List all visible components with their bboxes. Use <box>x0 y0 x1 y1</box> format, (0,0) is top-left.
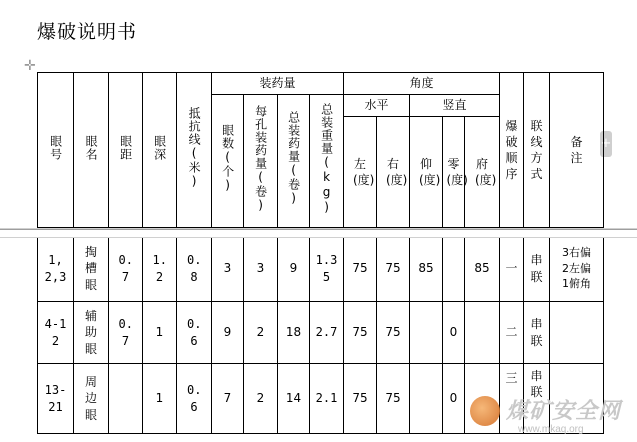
header-right: 右(度) <box>377 117 410 228</box>
cell-eye-depth: 1 <box>143 364 177 434</box>
cell-eye-count: 9 <box>212 302 244 364</box>
cell-weight: 2.7 <box>310 302 344 364</box>
cell-right: 75 <box>377 302 410 364</box>
cell-right: 75 <box>377 236 410 302</box>
cell-elevation <box>410 302 443 364</box>
cell-total: 9 <box>278 236 310 302</box>
cell-right: 75 <box>377 364 410 434</box>
site-watermark <box>468 392 633 440</box>
cell-left: 75 <box>344 364 377 434</box>
header-eye-spacing: 眼距 <box>109 73 143 228</box>
cell-left: 75 <box>344 302 377 364</box>
header-angle-group: 角度 <box>344 73 500 95</box>
page-title: 爆破说明书 <box>37 21 138 43</box>
cell-weight: 2.1 <box>310 364 344 434</box>
cell-eye-count: 7 <box>212 364 244 434</box>
cell-eye-depth: 1.2 <box>143 236 177 302</box>
header-resistance-line: 抵抗线(米) <box>177 73 212 228</box>
cell-remarks <box>550 236 604 302</box>
blasting-table-header <box>37 72 604 228</box>
header-per-hole-charge: 每孔装药量(卷) <box>244 95 278 228</box>
add-column-icon[interactable]: + <box>600 131 612 157</box>
header-eye-no: 眼号 <box>38 73 74 228</box>
cell-wiring: 串联 <box>524 302 550 364</box>
cell-order: 一 <box>500 236 524 302</box>
cell-eye-count: 3 <box>212 236 244 302</box>
cell-total: 18 <box>278 302 310 364</box>
cell-weight: 1.35 <box>310 236 344 302</box>
cell-elevation: 85 <box>410 236 443 302</box>
cell-order: 三 <box>500 364 524 434</box>
header-eye-name: 眼名 <box>74 73 109 228</box>
cell-depression <box>465 302 500 364</box>
cell-eye-name: 周边眼 <box>74 364 109 434</box>
cell-eye-no: 13-21 <box>38 364 74 434</box>
cell-wiring: 串联 <box>524 236 550 302</box>
header-blast-order: 爆破顺序 <box>500 73 524 228</box>
cell-eye-no: 4-12 <box>38 302 74 364</box>
watermark-logo-icon <box>470 396 500 426</box>
cell-total: 14 <box>278 364 310 434</box>
remark-line: 1俯角 <box>562 277 591 291</box>
cell-elevation <box>410 364 443 434</box>
header-depression: 府(度) <box>465 117 500 228</box>
header-eye-count: 眼数(个) <box>212 95 244 228</box>
cell-eye-name: 掏槽眼 <box>74 236 109 302</box>
watermark-url: www.mkaq.org <box>518 424 584 435</box>
cell-zero <box>443 236 465 302</box>
header-left: 左(度) <box>344 117 377 228</box>
page-break-line <box>0 229 637 230</box>
cell-eye-no: 1,2,3 <box>38 236 74 302</box>
header-charge-group: 装药量 <box>212 73 344 95</box>
cell-depression: 85 <box>465 236 500 302</box>
header-vertical: 竖直 <box>410 95 500 117</box>
cell-per-hole: 2 <box>244 364 278 434</box>
cell-order: 二 <box>500 302 524 364</box>
header-elevation: 仰(度) <box>410 117 443 228</box>
header-total-charge-kg: 总装重量(kg) <box>310 95 344 228</box>
cell-resistance: 0.6 <box>177 364 212 434</box>
cell-eye-spacing <box>109 364 143 434</box>
cell-wiring: 串联 <box>524 364 550 434</box>
cell-left: 75 <box>344 236 377 302</box>
header-zero: 零(度) <box>443 117 465 228</box>
cell-eye-name: 辅助眼 <box>74 302 109 364</box>
cell-per-hole: 2 <box>244 302 278 364</box>
cell-eye-depth: 1 <box>143 302 177 364</box>
cell-eye-spacing: 0.7 <box>109 236 143 302</box>
table-row <box>38 302 604 364</box>
header-remarks: 备注 <box>550 73 604 228</box>
cell-remarks <box>550 302 604 364</box>
remark-line: 3右偏 <box>562 246 591 260</box>
cell-per-hole: 3 <box>244 236 278 302</box>
header-eye-depth: 眼深 <box>143 73 177 228</box>
remark-line: 2左偏 <box>562 261 591 275</box>
cell-zero: 0 <box>443 364 465 434</box>
header-wiring: 联线方式 <box>524 73 550 228</box>
table-move-handle-icon[interactable]: ✛ <box>24 58 36 74</box>
watermark-text: 煤矿安全网 <box>506 399 622 424</box>
cell-zero: 0 <box>443 302 465 364</box>
table-row <box>38 236 604 302</box>
cell-resistance: 0.8 <box>177 236 212 302</box>
header-horizontal: 水平 <box>344 95 410 117</box>
cell-eye-spacing: 0.7 <box>109 302 143 364</box>
cell-resistance: 0.6 <box>177 302 212 364</box>
header-total-charge-rolls: 总装药量(卷) <box>278 95 310 228</box>
